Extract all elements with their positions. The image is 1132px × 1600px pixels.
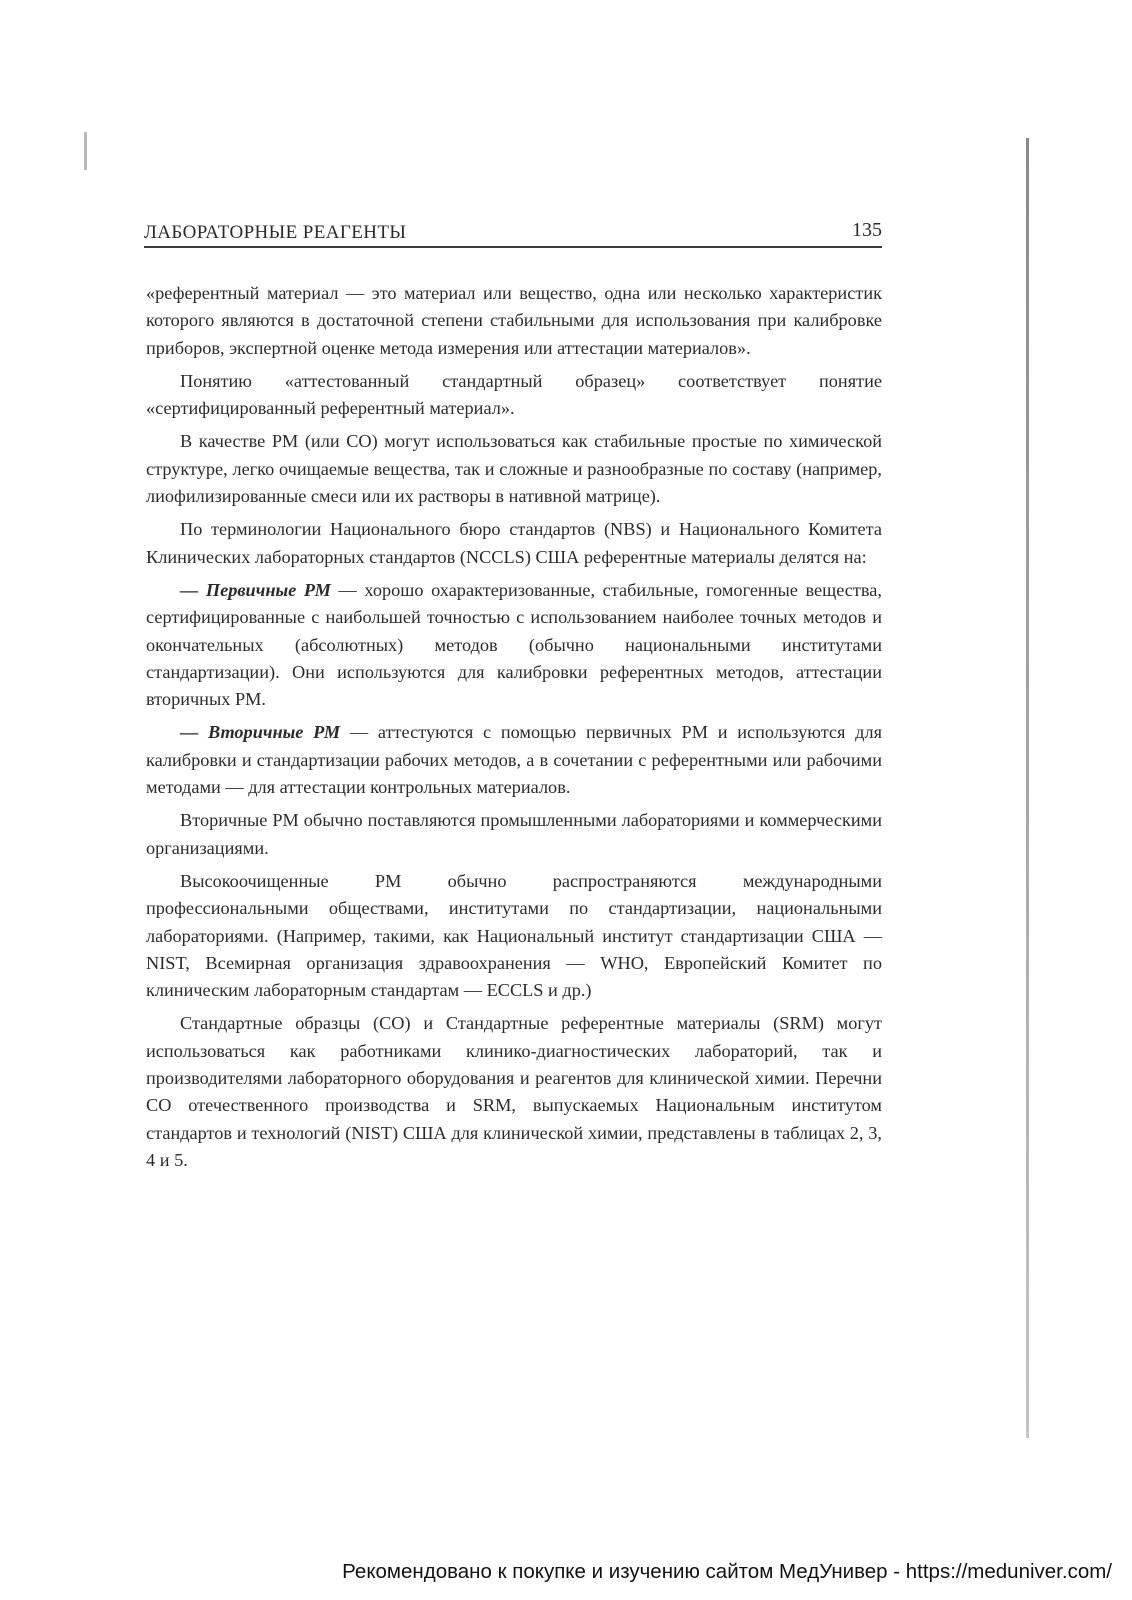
paragraph-7: Вторичные РМ обычно поставляются промышленными лабораториями и коммерческими организациями. <box>146 810 882 858</box>
paragraph-4: По терминологии Национального бюро стандартов (NBS) и Национального Комитета Клинических лабораторных стандартов (NCCLS) США референтные материалы делятся на: <box>146 519 882 567</box>
term-secondary-rm: — Вторичные РМ <box>180 722 341 743</box>
paragraph-1: «референтный материал — это материал или вещество, одна или несколько характеристик которого являются в достаточной степени стабильными для использования при калибровке приборов, экспертной оценке метода измерения или аттестации материалов». <box>146 283 882 358</box>
running-header <box>144 216 882 248</box>
running-title: ЛАБОРАТОРНЫЕ РЕАГЕНТЫ <box>144 222 407 243</box>
page-body <box>146 280 882 1174</box>
paragraph-8: Высокоочищенные РМ обычно распространяются международными профессиональными обществами, институтами по стандартизации, национальными лабораториями. (Например, такими, как Национальный институт стандартизации США — NIST, Всемирная организация здравоохранения — WHO, Европейский Комитет по клиническим лабораторным стандартам — ECCLS и др.) <box>146 870 882 1001</box>
paragraph-3: В качестве РМ (или СО) могут использоваться как стабильные простые по химической структуре, легко очищаемые вещества, так и сложные и разнообразные по составу (например, лиофилизированные смеси или их растворы в нативной матрице). <box>146 431 882 507</box>
page-number: 135 <box>852 219 882 241</box>
paragraph-primary-rm <box>146 577 882 713</box>
primary-rm-definition: — хорошо охарактеризованные, стабильные, гомогенные вещества, сертифицированные с наибольшей точностью с использованием наиболее точных методов и окончательных (абсолютных) методов (обычно национальными институтами стандартизации). Они используются для калибровки референтных методов, аттестации вторичных РМ. <box>146 579 882 710</box>
term-primary-rm: — Первичные РМ <box>180 579 331 600</box>
footer-recommendation: Рекомендовано к покупке и изучению сайтом МедУнивер - https://meduniver.com/ <box>342 1560 1112 1583</box>
scan-edge-right <box>1026 138 1029 1438</box>
paragraph-2: Понятию «аттестованный стандартный образец» соответствует понятие «сертифицированный референтный материал». <box>146 370 882 419</box>
secondary-rm-definition: — аттестуются с помощью первичных РМ и используются для калибровки и стандартизации рабочих методов, а в сочетании с референтными или рабочими методами — для аттестации контрольных материалов. <box>146 722 883 798</box>
scan-edge-left <box>84 132 87 170</box>
paragraph-9: Стандартные образцы (СО) и Стандартные референтные материалы (SRM) могут использоваться как работниками клинико-диагностических лабораторий, так и производителями лабораторного оборудования и реагентов для клинической химии. Перечни СО отечественного производства и SRM, выпускаемых Национальным институтом стандартов и технологий (NIST) США для клинической химии, представлены в таблицах 2, 3, 4 и 5. <box>146 1013 882 1170</box>
paragraph-secondary-rm <box>146 719 882 801</box>
